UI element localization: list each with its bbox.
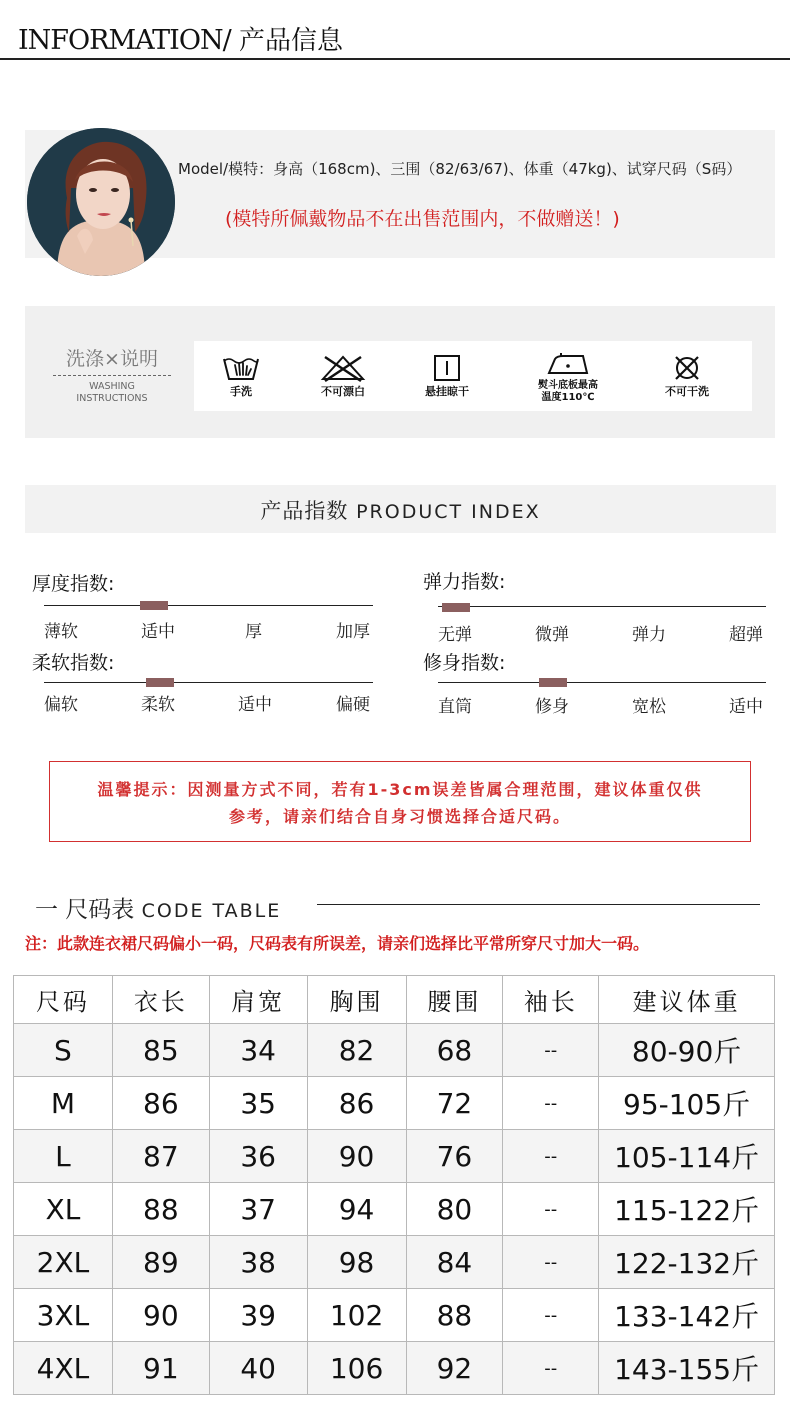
table-row xyxy=(14,1289,775,1342)
page-title-en: INFORMATION/ xyxy=(18,25,231,56)
table-cell: 90 xyxy=(307,1130,406,1183)
softness-label: 柔软 xyxy=(141,695,175,715)
washing-label xyxy=(53,344,171,405)
table-header-cell: 肩宽 xyxy=(209,976,307,1024)
thickness-scale xyxy=(44,605,373,606)
table-cell: 88 xyxy=(406,1289,503,1342)
table-row xyxy=(14,1024,775,1077)
code-table-title xyxy=(35,891,281,924)
wash-item-iron xyxy=(523,353,613,404)
table-cell: 86 xyxy=(307,1077,406,1130)
table-cell: 89 xyxy=(112,1236,209,1289)
table-cell: 91 xyxy=(112,1342,209,1395)
table-cell: 3XL xyxy=(14,1289,113,1342)
wash-label-iron-2: 温度110℃ xyxy=(541,392,595,403)
table-cell: 72 xyxy=(406,1077,503,1130)
model-info-box xyxy=(25,130,775,258)
fit-marker xyxy=(539,678,567,687)
elasticity-label: 无弹 xyxy=(438,625,472,645)
softness-label: 适中 xyxy=(238,695,272,715)
table-cell: 80-90斤 xyxy=(599,1024,775,1077)
table-header-cell: 尺码 xyxy=(14,976,113,1024)
table-cell: M xyxy=(14,1077,113,1130)
table-cell: L xyxy=(14,1130,113,1183)
hang-dry-icon xyxy=(432,353,462,383)
thickness-label: 适中 xyxy=(141,622,175,642)
table-cell: -- xyxy=(503,1289,599,1342)
table-cell: 38 xyxy=(209,1236,307,1289)
table-cell: 2XL xyxy=(14,1236,113,1289)
table-cell: -- xyxy=(503,1342,599,1395)
no-bleach-icon xyxy=(319,353,367,383)
table-cell: 4XL xyxy=(14,1342,113,1395)
table-cell: 68 xyxy=(406,1024,503,1077)
wash-label-iron xyxy=(523,380,613,404)
table-cell: 94 xyxy=(307,1183,406,1236)
elasticity-scale xyxy=(438,606,766,607)
elasticity-label: 微弹 xyxy=(535,625,569,645)
table-cell: 115-122斤 xyxy=(599,1183,775,1236)
table-row xyxy=(14,1236,775,1289)
page-title xyxy=(18,20,343,57)
thickness-label: 加厚 xyxy=(336,622,370,642)
thickness-label: 厚 xyxy=(245,622,262,642)
table-cell: S xyxy=(14,1024,113,1077)
softness-title: 柔软指数: xyxy=(32,652,115,674)
table-cell: 34 xyxy=(209,1024,307,1077)
table-cell: 80 xyxy=(406,1183,503,1236)
product-index-title xyxy=(25,485,776,538)
table-cell: 86 xyxy=(112,1077,209,1130)
washing-label-en-1: WASHING xyxy=(89,381,135,392)
thickness-marker xyxy=(140,601,168,610)
washing-label-cn: 洗涤×说明 xyxy=(53,344,171,376)
table-header-cell: 胸围 xyxy=(307,976,406,1024)
measurement-tip xyxy=(49,761,751,842)
table-cell: -- xyxy=(503,1236,599,1289)
tip-line-2: 参考，请亲们结合自身习惯选择合适尺码。 xyxy=(228,807,571,826)
table-cell: -- xyxy=(503,1183,599,1236)
table-header-row xyxy=(14,976,775,1024)
fit-title: 修身指数: xyxy=(423,652,506,674)
table-row xyxy=(14,1183,775,1236)
table-cell: 143-155斤 xyxy=(599,1342,775,1395)
hand-wash-icon xyxy=(221,353,261,383)
table-row xyxy=(14,1342,775,1395)
table-cell: 37 xyxy=(209,1183,307,1236)
model-note: (模特所佩戴物品不在出售范围内，不做赠送！) xyxy=(225,208,620,230)
page-title-cn: 产品信息 xyxy=(230,26,343,56)
table-header-cell: 衣长 xyxy=(112,976,209,1024)
softness-label: 偏硬 xyxy=(336,695,370,715)
thickness-title: 厚度指数: xyxy=(32,573,115,595)
elasticity-label: 弹力 xyxy=(632,625,666,645)
table-cell: 106 xyxy=(307,1342,406,1395)
table-cell: 36 xyxy=(209,1130,307,1183)
softness-marker xyxy=(146,678,174,687)
table-cell: 95-105斤 xyxy=(599,1077,775,1130)
table-cell: 88 xyxy=(112,1183,209,1236)
wash-item-bleach xyxy=(298,353,388,398)
table-cell: -- xyxy=(503,1024,599,1077)
fit-label: 适中 xyxy=(729,697,763,717)
wash-item-hand xyxy=(196,353,286,398)
wash-item-hang xyxy=(402,353,492,398)
thickness-label: 薄软 xyxy=(44,622,78,642)
table-cell: 102 xyxy=(307,1289,406,1342)
table-cell: 84 xyxy=(406,1236,503,1289)
fit-scale xyxy=(438,682,766,683)
model-avatar xyxy=(27,128,175,276)
code-table-rule xyxy=(317,904,760,905)
elasticity-title: 弹力指数: xyxy=(423,571,506,593)
washing-icons xyxy=(194,341,752,411)
table-cell: -- xyxy=(503,1077,599,1130)
fit-label: 修身 xyxy=(535,697,569,717)
elasticity-label: 超弹 xyxy=(729,625,763,645)
code-table-title-cn: 一 尺码表 xyxy=(35,897,135,923)
softness-label: 偏软 xyxy=(44,695,78,715)
table-cell: 98 xyxy=(307,1236,406,1289)
table-cell: 90 xyxy=(112,1289,209,1342)
table-row xyxy=(14,1077,775,1130)
product-index-title-cn: 产品指数 xyxy=(260,499,349,523)
table-cell: 85 xyxy=(112,1024,209,1077)
softness-scale xyxy=(44,682,373,683)
table-cell: 76 xyxy=(406,1130,503,1183)
table-cell: 92 xyxy=(406,1342,503,1395)
table-cell: 35 xyxy=(209,1077,307,1130)
table-header-cell: 袖长 xyxy=(503,976,599,1024)
wash-label-iron-1: 熨斗底板最高 xyxy=(538,380,598,391)
table-cell: 105-114斤 xyxy=(599,1130,775,1183)
table-row xyxy=(14,1130,775,1183)
size-table xyxy=(13,975,775,1395)
table-cell: 82 xyxy=(307,1024,406,1077)
table-cell: -- xyxy=(503,1130,599,1183)
wash-label-bleach: 不可漂白 xyxy=(321,385,365,398)
washing-label-en-2: INSTRUCTIONS xyxy=(76,393,148,404)
table-header-cell: 建议体重 xyxy=(599,976,775,1024)
tip-line-1: 温馨提示：因测量方式不同，若有1-3cm误差皆属合理范围，建议体重仅供 xyxy=(97,780,703,799)
model-info-text: Model/模特：身高（168cm)、三围（82/63/67)、体重（47kg)、试穿尺码（S码） xyxy=(178,160,742,178)
page-header xyxy=(0,0,790,60)
table-cell: 87 xyxy=(112,1130,209,1183)
code-table-note: 注：此款连衣裙尺码偏小一码，尺码表有所误差，请亲们选择比平常所穿尺寸加大一码。 xyxy=(25,934,650,953)
wash-label-dryclean: 不可干洗 xyxy=(665,385,709,398)
table-cell: 122-132斤 xyxy=(599,1236,775,1289)
elasticity-marker xyxy=(442,603,470,612)
wash-label-hand: 手洗 xyxy=(230,385,252,398)
wash-label-hang: 悬挂晾干 xyxy=(425,385,469,398)
washing-instructions xyxy=(25,306,775,438)
table-cell: 39 xyxy=(209,1289,307,1342)
fit-label: 宽松 xyxy=(632,697,666,717)
code-table-title-en: CODE TABLE xyxy=(141,900,282,922)
iron-icon xyxy=(545,353,591,377)
table-cell: XL xyxy=(14,1183,113,1236)
no-dry-clean-icon xyxy=(672,353,702,383)
product-index-bar xyxy=(25,485,776,533)
wash-item-dryclean xyxy=(642,353,732,398)
product-index-title-en: PRODUCT INDEX xyxy=(356,501,541,523)
table-cell: 133-142斤 xyxy=(599,1289,775,1342)
table-header-cell: 腰围 xyxy=(406,976,503,1024)
table-cell: 40 xyxy=(209,1342,307,1395)
fit-label: 直筒 xyxy=(438,697,472,717)
